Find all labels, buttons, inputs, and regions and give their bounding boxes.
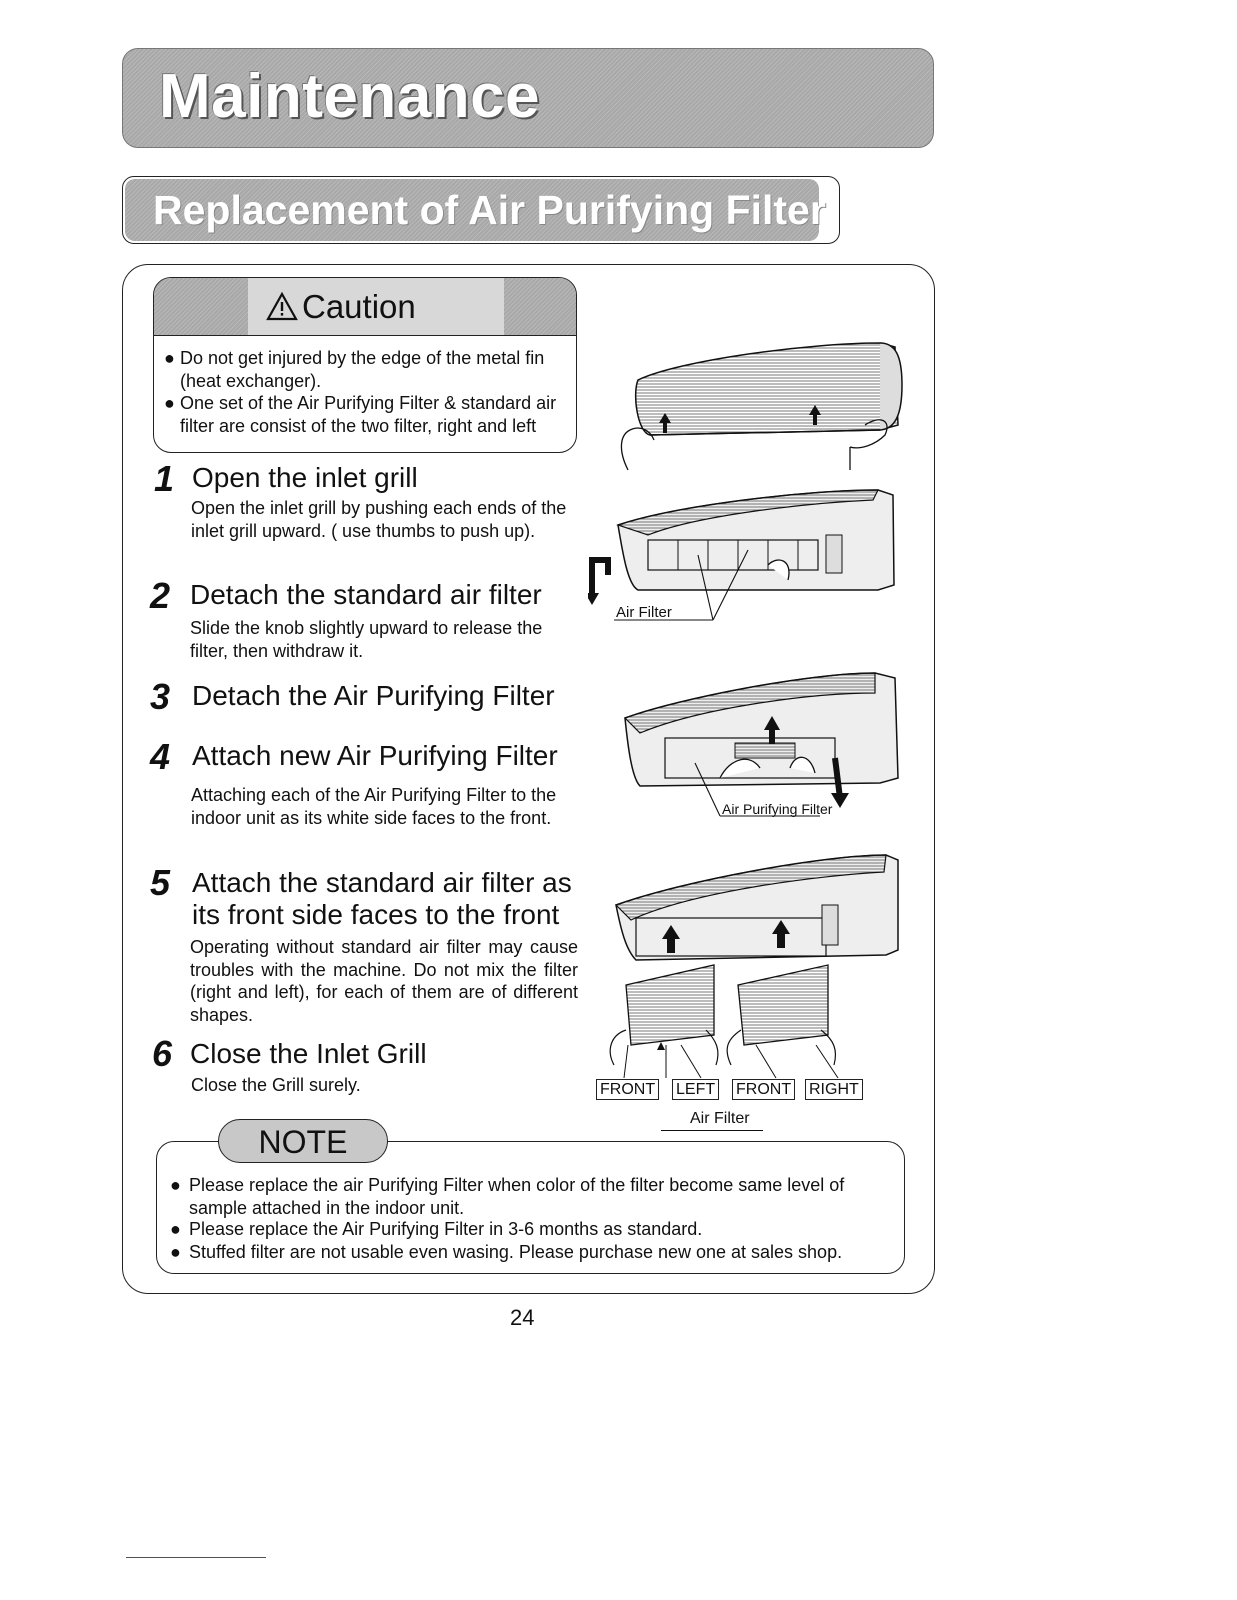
figure-open-inlet-grill bbox=[610, 335, 910, 475]
step-number: 2 bbox=[150, 575, 171, 616]
footer-link-underline bbox=[126, 1557, 266, 1558]
step-title: Close the Inlet Grill bbox=[190, 1038, 427, 1069]
section-title: Replacement of Air Purifying Filter bbox=[153, 187, 826, 233]
step-description: Operating without standard air filter may cause troubles with the machine. Do not mix the filter (right and left), for each of them are of different shapes. bbox=[190, 937, 578, 1025]
page-number: 24 bbox=[510, 1305, 535, 1330]
note-bullet-text: Stuffed filter are not usable even wasing. Please purchase new one at sales shop. bbox=[189, 1242, 843, 1262]
caution-header-left bbox=[154, 278, 248, 335]
caution-bullet-text: One set of the Air Purifying Filter & standard air filter are consist of the two filter, right and left bbox=[180, 393, 557, 436]
caution-title: Caution bbox=[302, 288, 416, 325]
step-description: Open the inlet grill by pushing each ends of the inlet grill upward. ( use thumbs to push up). bbox=[191, 498, 567, 541]
caution-header bbox=[154, 278, 576, 336]
step-number: 5 bbox=[150, 862, 171, 903]
figure-attach-air-filter bbox=[606, 850, 906, 1080]
figure-label-air-purifying-filter: Air Purifying Filter bbox=[722, 801, 833, 817]
note-bullet-text: Please replace the Air Purifying Filter in 3-6 months as standard. bbox=[189, 1219, 703, 1239]
caption-underline bbox=[661, 1130, 763, 1131]
note-bullet bbox=[170, 1218, 890, 1241]
note-label bbox=[218, 1119, 388, 1163]
bullet-dot: ● bbox=[164, 348, 175, 368]
figure-caption-air-filter: Air Filter bbox=[690, 1110, 750, 1127]
step-title: Detach the Air Purifying Filter bbox=[192, 680, 555, 711]
step-number: 4 bbox=[150, 736, 171, 777]
warning-triangle-icon bbox=[266, 292, 298, 321]
figure-label-right: RIGHT bbox=[805, 1079, 863, 1100]
figure-label-left: LEFT bbox=[672, 1079, 719, 1100]
step-description: Close the Grill surely. bbox=[191, 1075, 361, 1095]
subtitle-banner bbox=[122, 176, 840, 244]
bullet-dot: ● bbox=[170, 1175, 181, 1195]
title-banner bbox=[122, 48, 934, 148]
bullet-dot: ● bbox=[164, 393, 175, 413]
step-number: 1 bbox=[154, 458, 175, 499]
note-bullet-text: Please replace the air Purifying Filter when color of the filter become same level of sample attached in the indoor unit. bbox=[189, 1175, 845, 1218]
bullet-dot: ● bbox=[170, 1219, 181, 1239]
caution-header-right bbox=[504, 278, 576, 335]
figure-detach-purifying-filter bbox=[620, 668, 910, 818]
step-description: Attaching each of the Air Purifying Filter to the indoor unit as its white side faces to the front. bbox=[191, 785, 557, 828]
caution-heading bbox=[266, 288, 416, 326]
step-number: 3 bbox=[150, 676, 171, 717]
caution-bullet bbox=[164, 347, 570, 392]
caution-bullet bbox=[164, 392, 570, 437]
note-title: NOTE bbox=[258, 1124, 348, 1160]
step-number: 6 bbox=[152, 1033, 173, 1074]
figure-label-air-filter: Air Filter bbox=[616, 604, 672, 621]
note-bullet bbox=[170, 1174, 890, 1219]
page-title: Maintenance bbox=[159, 62, 541, 131]
step-title: Attach the standard air filter as bbox=[192, 867, 572, 898]
bullet-dot: ● bbox=[170, 1242, 181, 1262]
caution-bullet-text: Do not get injured by the edge of the metal fin (heat exchanger). bbox=[180, 348, 545, 391]
step-title: Attach new Air Purifying Filter bbox=[192, 740, 558, 771]
step-title: its front side faces to the front bbox=[192, 899, 560, 930]
note-bullet bbox=[170, 1241, 890, 1264]
figure-label-front: FRONT bbox=[732, 1079, 795, 1100]
step-title: Detach the standard air filter bbox=[190, 579, 542, 610]
step-description: Slide the knob slightly upward to release the filter, then withdraw it. bbox=[190, 618, 543, 661]
figure-label-front: FRONT bbox=[596, 1079, 659, 1100]
step-title: Open the inlet grill bbox=[192, 462, 418, 493]
